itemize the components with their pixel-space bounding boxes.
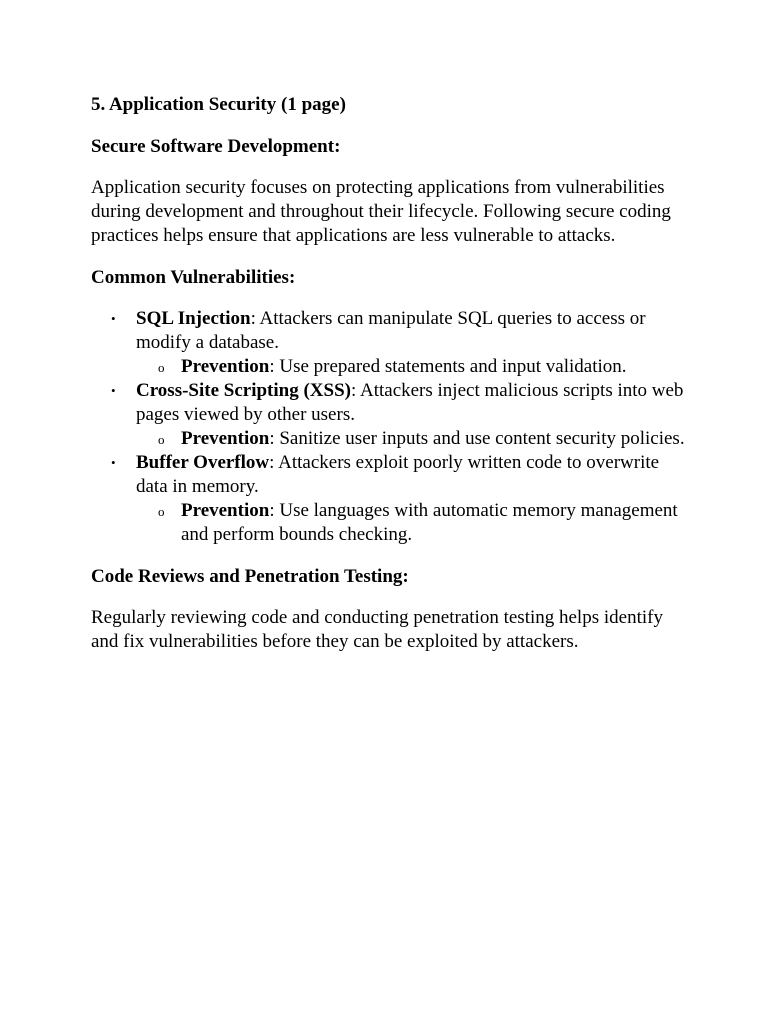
- code-reviews-paragraph: Regularly reviewing code and conducting penetration testing helps identify and fix vulnerabilities before they can be exploited by attackers.: [91, 607, 663, 652]
- section-title: 5. Application Security (1 page): [91, 94, 346, 115]
- vulnerability-description: : Attackers exploit poorly written code to overwrite data in memory.: [136, 452, 660, 497]
- prevention-list: [136, 499, 691, 547]
- vulnerability-list: [91, 307, 691, 547]
- sub-bullet-icon: o: [158, 504, 165, 519]
- list-item: [136, 499, 691, 547]
- vulnerability-term: SQL Injection: [136, 308, 251, 329]
- bullet-icon: •: [111, 311, 116, 326]
- list-item: [136, 355, 691, 379]
- vulnerability-description: : Attackers can manipulate SQL queries to access or modify a database.: [136, 308, 646, 353]
- vulnerability-term: Cross-Site Scripting (XSS): [136, 380, 351, 401]
- vulnerability-description: : Attackers inject malicious scripts into web pages viewed by other users.: [136, 380, 684, 425]
- prevention-text: : Sanitize user inputs and use content security policies.: [269, 428, 685, 449]
- list-item: [91, 451, 691, 547]
- code-reviews-heading: Code Reviews and Penetration Testing:: [91, 566, 409, 587]
- bullet-icon: •: [111, 455, 116, 470]
- vulnerabilities-heading: Common Vulnerabilities:: [91, 267, 296, 288]
- prevention-label: Prevention: [181, 500, 270, 521]
- vulnerability-term: Buffer Overflow: [136, 452, 270, 473]
- prevention-label: Prevention: [181, 356, 270, 377]
- prevention-list: [136, 355, 691, 379]
- sub-bullet-icon: o: [158, 360, 165, 375]
- bullet-icon: •: [111, 383, 116, 398]
- list-item: [91, 307, 691, 379]
- list-item: [91, 379, 691, 451]
- secure-dev-paragraph: Application security focuses on protecting applications from vulnerabilities during development and throughout their lifecycle. Following secure coding practices helps ensure that applications are less vulnerable to attacks.: [91, 177, 671, 246]
- secure-dev-heading: Secure Software Development:: [91, 136, 341, 157]
- sub-bullet-icon: o: [158, 432, 165, 447]
- document-page: [91, 93, 691, 672]
- prevention-list: [136, 427, 691, 451]
- prevention-text: : Use prepared statements and input validation.: [269, 356, 627, 377]
- prevention-label: Prevention: [181, 428, 270, 449]
- list-item: [136, 427, 691, 451]
- prevention-text: : Use languages with automatic memory management and perform bounds checking.: [181, 500, 678, 545]
